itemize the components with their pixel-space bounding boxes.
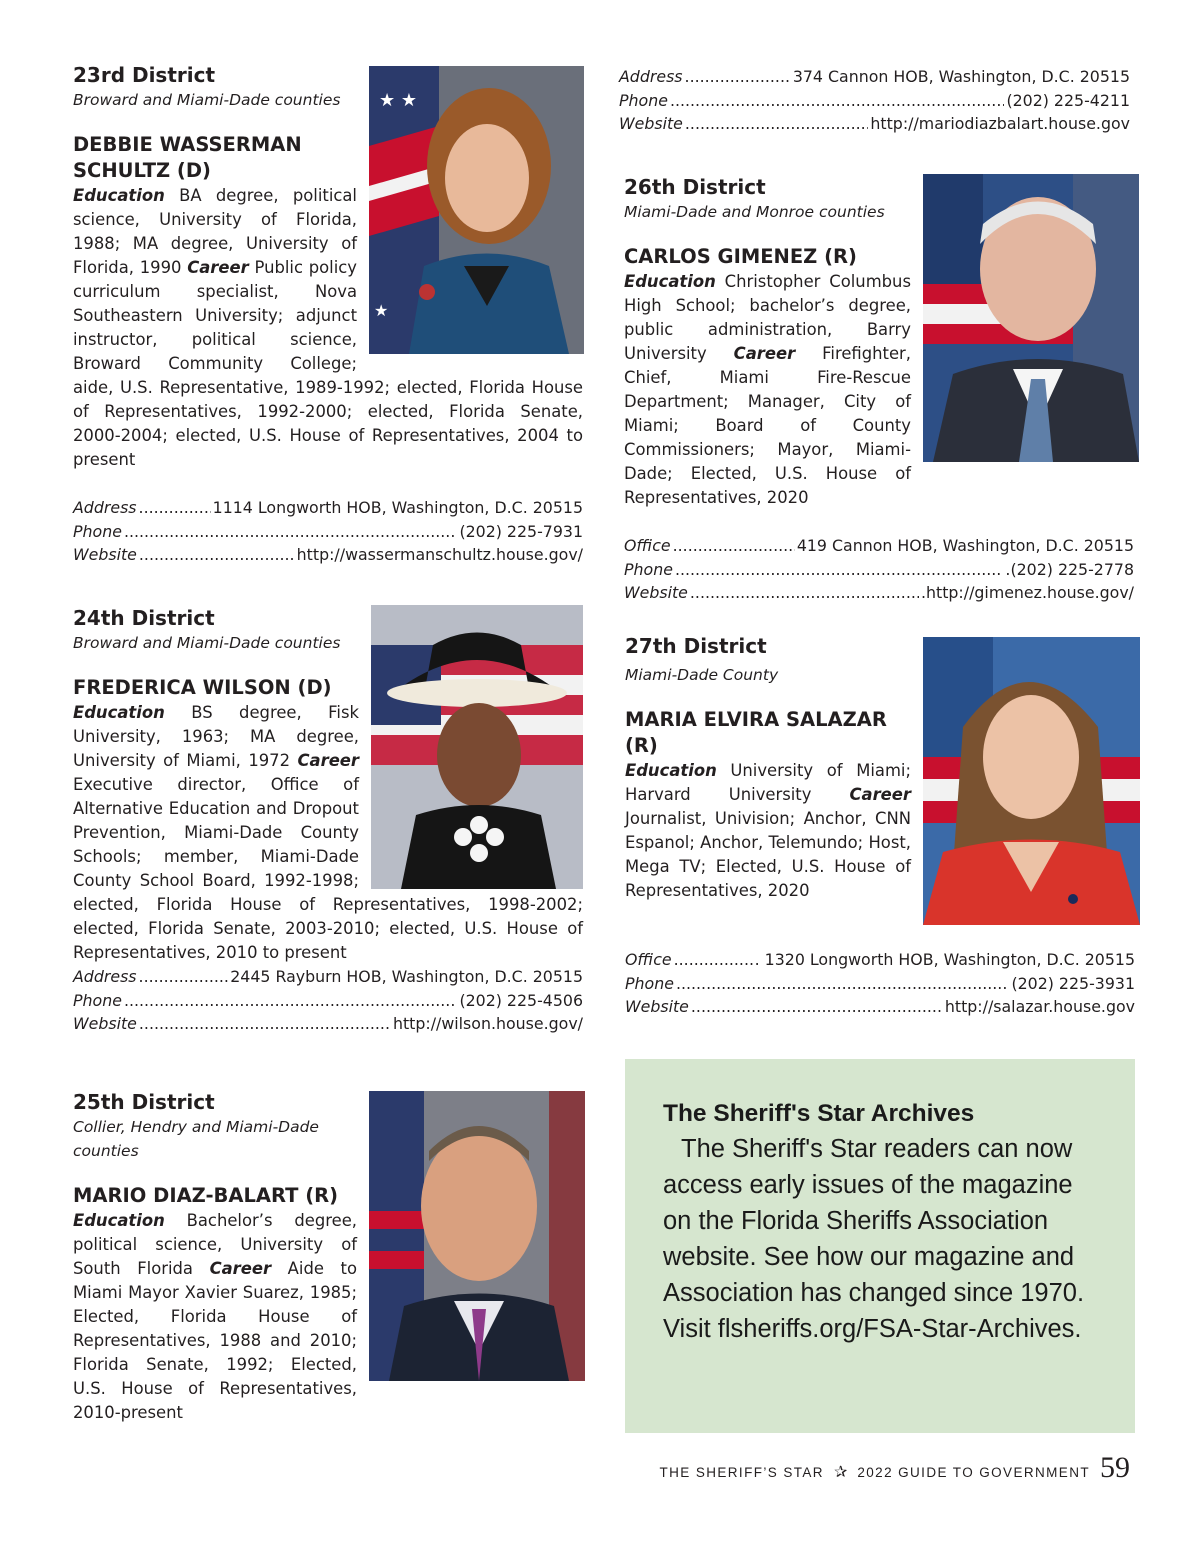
- district-heading: 26th District: [624, 175, 766, 199]
- portrait-maria-elvira-salazar: [923, 637, 1140, 925]
- contact-label: Address: [619, 67, 683, 86]
- contact-value: 1114 Longworth HOB, Washington, D.C. 20515: [212, 498, 583, 517]
- career-text: Journalist, Univision; Anchor, CNN Espanol; Anchor, Telemundo; Host, Mega TV; Elected, U.S. House of Representatives, 2020: [625, 809, 911, 900]
- contact-list: [624, 534, 1134, 605]
- contact-phone: [619, 89, 1130, 113]
- district-heading: 24th District: [73, 606, 215, 630]
- contact-label: Phone: [73, 990, 122, 1010]
- leader-dots: [690, 581, 919, 605]
- education-text: University of Miami; Harvard University: [625, 761, 911, 804]
- entry-24th-district: [73, 605, 583, 1036]
- contact-label: Website: [73, 545, 137, 564]
- contact-label: Office: [624, 536, 671, 555]
- representative-name: MARIA ELVIRA SALAZAR (R): [625, 708, 887, 757]
- svg-text:★ ★: ★ ★: [379, 90, 417, 111]
- portrait-carlos-gimenez: [923, 174, 1139, 462]
- leader-dots: [139, 965, 229, 989]
- contact-value: (202) 225-3931: [1011, 973, 1135, 993]
- contact-label: Website: [619, 114, 683, 133]
- career-label: Career: [733, 344, 796, 363]
- district-counties: Miami-Dade County: [625, 666, 779, 684]
- career-text: Firefighter, Chief, Miami Fire-Rescue Department; Manager, City of Miami; Board of County Commissioners; Mayor, Miami-Dade; Elected, U.S. House of Representatives, 2020: [624, 344, 911, 507]
- district-heading: 23rd District: [73, 63, 216, 87]
- contact-label: Website: [73, 1014, 137, 1033]
- district-counties: Broward and Miami-Dade counties: [73, 91, 341, 109]
- sidebar-body: The Sheriff's Star readers can now access early issues of the magazine on the Florida Sheriffs Association website. See how our magazine and Association has changed since 1970. Visit flsheriffs.org/FSA-Star-Archives.: [663, 1135, 1085, 1343]
- contact-list: [73, 496, 583, 567]
- education-text: BA degree, political science, University of Florida, 1988; MA degree, University of Florida, 1990: [73, 186, 357, 277]
- leader-dots: [673, 534, 795, 558]
- contact-value[interactable]: http://wilson.house.gov/: [392, 1014, 583, 1033]
- contact-label: Website: [624, 583, 688, 602]
- representative-name: MARIO DIAZ-BALART (R): [73, 1184, 339, 1207]
- district-heading: 25th District: [73, 1090, 215, 1114]
- name-line-2: SCHULTZ (D): [73, 159, 211, 182]
- entry-27th-district: [625, 633, 1135, 925]
- leader-dots: [139, 1012, 391, 1036]
- education-label: Education: [625, 761, 717, 780]
- page-footer: [659, 1451, 1130, 1485]
- leader-dots: [674, 948, 753, 972]
- counties-line-2: counties: [73, 1142, 139, 1160]
- education-text: BS degree, Fisk University, 1963; MA degree, University of Miami, 1972: [73, 703, 359, 770]
- svg-text:★: ★: [374, 301, 389, 320]
- district-counties: Miami-Dade and Monroe counties: [624, 203, 885, 221]
- leader-dots: [675, 558, 1003, 582]
- contact-value[interactable]: http://wassermanschultz.house.gov/: [296, 545, 583, 564]
- career-text: Executive director, Office of Alternative Education and Dropout Prevention, Miami-Dade County Schools; member, Miami-Dade County School Board, 1992-1998; elected, Florida House of Representatives, 1998-2002; elected, Florida Senate, 2003-2010; elected, U.S. House of Representatives, 2010 to present: [73, 775, 583, 962]
- contact-website[interactable]: [73, 1012, 583, 1036]
- portrait-wasserman-schultz: [369, 66, 584, 354]
- contact-office: [625, 948, 1135, 972]
- leader-dots: [685, 65, 791, 89]
- archives-sidebar: [625, 1059, 1135, 1433]
- contact-address: [73, 496, 583, 520]
- contact-website[interactable]: [73, 543, 583, 567]
- district-heading: 27th District: [625, 634, 767, 658]
- contact-label: Office: [625, 950, 672, 969]
- contact-value: 374 Cannon HOB, Washington, D.C. 20515: [792, 67, 1130, 86]
- contact-address: [619, 65, 1130, 89]
- contact-value: (202) 225-4211: [1006, 90, 1130, 110]
- contact-label: Address: [73, 498, 137, 517]
- entry-25th-district: [73, 1089, 585, 1425]
- career-label: Career: [849, 785, 911, 804]
- career-label: Career: [187, 258, 249, 277]
- contact-value[interactable]: http://mariodiazbalart.house.gov: [870, 114, 1130, 133]
- career-text: Aide to Miami Mayor Xavier Suarez, 1985; Elected, Florida House of Representatives, 1988 and 2010; Florida Senate, 1992; Elected, U.S. House of Representatives, 2010-present: [73, 1259, 357, 1422]
- education-text: Bachelor’s degree, political science, University of South Florida: [73, 1211, 357, 1278]
- contact-label: Website: [625, 997, 689, 1016]
- entry-23rd-district: [73, 62, 583, 567]
- name-line-1: DEBBIE WASSERMAN: [73, 133, 302, 156]
- star-icon: ✰: [833, 1464, 848, 1481]
- contact-label: Phone: [73, 521, 122, 541]
- contact-value[interactable]: .http://gimenez.house.gov/: [920, 583, 1134, 602]
- contact-value: (202) 225-4506: [459, 990, 583, 1010]
- career-label: Career: [297, 751, 360, 770]
- page-number: 59: [1100, 1451, 1130, 1484]
- leader-dots: [670, 89, 1005, 113]
- contact-phone: [624, 558, 1134, 582]
- contact-website[interactable]: [619, 112, 1130, 136]
- contact-list-27th-district: [625, 948, 1135, 1019]
- entry-26th-district: [624, 174, 1134, 605]
- representative-name: FREDERICA WILSON (D): [73, 676, 332, 699]
- contact-value: .(202) 225-2778: [1005, 559, 1134, 579]
- education-label: Education: [73, 186, 165, 205]
- contact-website[interactable]: [624, 581, 1134, 605]
- education-text: Christopher Columbus High School; bachelor’s degree, public administration, Barry University: [624, 272, 911, 363]
- contact-website[interactable]: [625, 995, 1135, 1019]
- contact-label: Address: [73, 967, 137, 986]
- contact-value: . 1320 Longworth HOB, Washington, D.C. 20515: [754, 950, 1135, 969]
- portrait-mario-diaz-balart: [369, 1091, 585, 1381]
- contact-address: [73, 965, 583, 989]
- contact-phone: [73, 989, 583, 1013]
- leader-dots: [691, 995, 943, 1019]
- career-label: Career: [209, 1259, 272, 1278]
- contact-phone: [73, 520, 583, 544]
- contact-label: Phone: [625, 973, 674, 993]
- career-text: Public policy curriculum specialist, Nova Southeastern University; adjunct instructor, political science, Broward Community College; aide, U.S. Representative, 1989-1992; elected, Florida House of Representatives, 1992-2000; elected, Florida Senate, 2000-2004; elected, U.S. House of Representatives, 2004 to present: [73, 258, 583, 469]
- leader-dots: [124, 520, 458, 544]
- education-label: Education: [73, 1211, 165, 1230]
- sidebar-title: The Sheriff's Star Archives: [663, 1100, 975, 1127]
- contact-value: (202) 225-7931: [459, 521, 583, 541]
- portrait-frederica-wilson: [371, 605, 583, 889]
- leader-dots: [676, 972, 1010, 996]
- district-counties: Broward and Miami-Dade counties: [73, 634, 341, 652]
- education-label: Education: [73, 703, 165, 722]
- contact-list: [73, 965, 583, 1036]
- leader-dots: [139, 543, 295, 567]
- contact-value: 2445 Rayburn HOB, Washington, D.C. 20515: [230, 967, 583, 986]
- counties-line-1: Collier, Hendry and Miami-Dade: [73, 1118, 319, 1136]
- contact-phone: [625, 972, 1135, 996]
- representative-name: CARLOS GIMENEZ (R): [624, 245, 857, 268]
- leader-dots: [124, 989, 458, 1013]
- contact-office: [624, 534, 1134, 558]
- contact-value: 419 Cannon HOB, Washington, D.C. 20515: [796, 536, 1134, 555]
- leader-dots: [685, 112, 869, 136]
- contact-label: Phone: [624, 559, 673, 579]
- education-label: Education: [624, 272, 716, 291]
- contact-list-25th-district: [619, 65, 1130, 136]
- contact-value[interactable]: http://salazar.house.gov: [944, 997, 1135, 1016]
- leader-dots: [139, 496, 211, 520]
- footer-edition: 2022 GUIDE TO GOVERNMENT: [857, 1465, 1090, 1480]
- contact-label: Phone: [619, 90, 668, 110]
- footer-publication: THE SHERIFF’S STAR: [659, 1465, 824, 1480]
